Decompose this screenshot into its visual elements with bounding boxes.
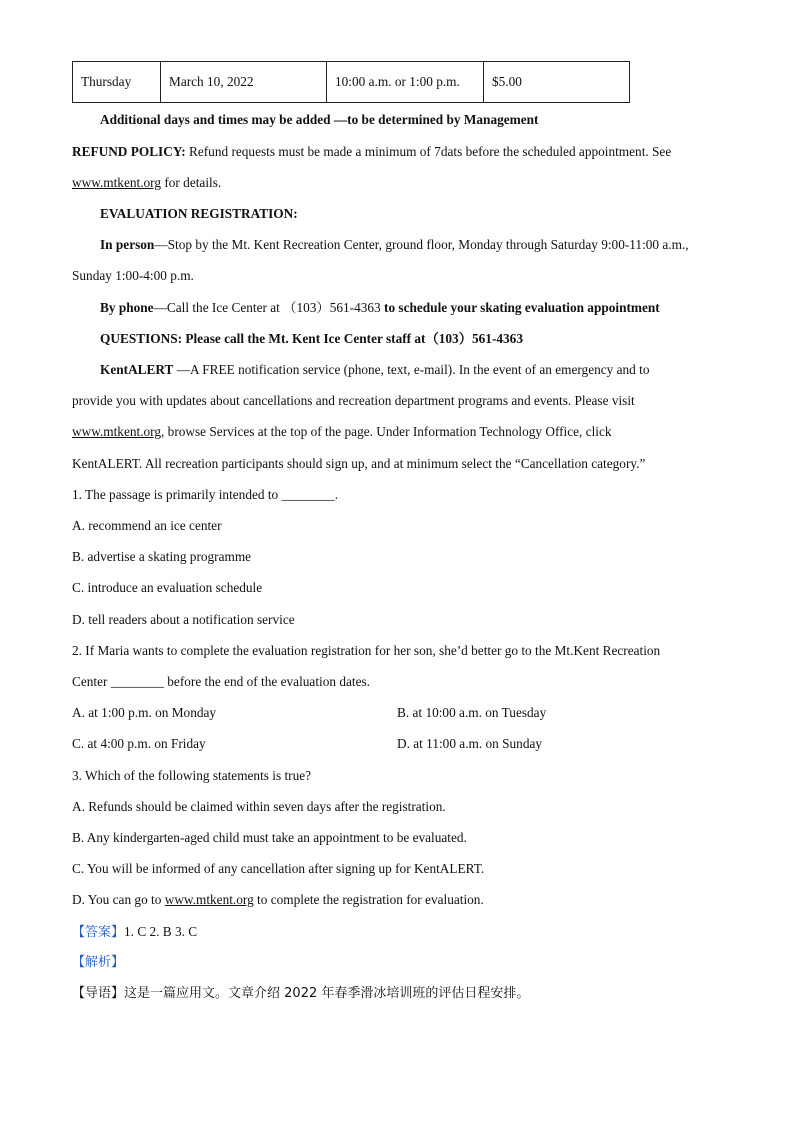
fee-cell: $5.00 — [484, 62, 630, 103]
guide-text: 这是一篇应用文。文章介绍 2022 年春季滑冰培训班的评估日程安排。 — [124, 986, 530, 1001]
kentalert-line1 — [100, 361, 650, 379]
kentalert-line4: KentALERT. All recreation participants should sign up, and at minimum select the “Cancellation category.” — [72, 456, 646, 471]
refund-label: REFUND POLICY: — [72, 144, 186, 159]
q2-option-a: A. at 1:00 p.m. on Monday — [72, 705, 217, 720]
answer-line — [72, 923, 197, 942]
q3-stem: 3. Which of the following statements is true? — [72, 768, 312, 783]
q1-stem: 1. The passage is primarily intended to ________. — [72, 487, 339, 502]
kentalert-label: KentALERT — [100, 362, 174, 377]
by-phone-text: —Call the Ice Center at （103）561-4363 — [153, 300, 385, 315]
q1-option-b: B. advertise a skating programme — [72, 549, 252, 564]
schedule-table — [72, 61, 630, 103]
refund-link[interactable]: www.mtkent.org — [72, 175, 162, 190]
by-phone-bold-tail: to schedule your skating evaluation appointment — [384, 300, 660, 315]
refund-policy-line2 — [72, 174, 221, 192]
q1-option-d: D. tell readers about a notification service — [72, 612, 295, 627]
in-person-text: —Stop by the Mt. Kent Recreation Center, ground floor, Monday through Saturday 9:00-11:00 a.m., — [154, 237, 689, 252]
table-row — [73, 62, 630, 103]
q3-option-c: C. You will be informed of any cancellation after signing up for KentALERT. — [72, 861, 485, 876]
by-phone-line — [100, 299, 660, 317]
answer-label: 【答案】 — [72, 925, 125, 940]
in-person-line2: Sunday 1:00-4:00 p.m. — [72, 268, 194, 283]
guide-line — [72, 985, 529, 1003]
refund-text2: for details. — [161, 175, 222, 190]
time-cell: 10:00 a.m. or 1:00 p.m. — [327, 62, 484, 103]
notice-text: Additional days and times may be added —to be determined by Management — [100, 112, 539, 127]
answer-text: 1. C 2. B 3. C — [124, 924, 198, 939]
registration-heading: EVALUATION REGISTRATION: — [100, 206, 298, 221]
questions-line: QUESTIONS: Please call the Mt. Kent Ice Center staff at（103）561-4363 — [100, 331, 523, 346]
guide-label: 【导语】 — [72, 986, 125, 1001]
q1-option-c: C. introduce an evaluation schedule — [72, 580, 263, 595]
kentalert-link[interactable]: www.mtkent.org — [72, 424, 162, 439]
q3-option-a: A. Refunds should be claimed within seven days after the registration. — [72, 799, 446, 814]
analysis-label: 【解析】 — [72, 955, 125, 970]
kentalert-line3 — [72, 423, 612, 441]
q3-option-d-pre: D. You can go to — [72, 892, 165, 907]
in-person-line — [100, 236, 689, 254]
kentalert-line3-tail: , browse Services at the top of the page. Under Information Technology Office, click — [161, 424, 612, 439]
q3-option-d — [72, 891, 484, 909]
q2-stem-line2: Center ________ before the end of the evaluation dates. — [72, 674, 370, 689]
by-phone-label: By phone — [100, 300, 154, 315]
q2-option-d: D. at 11:00 a.m. on Sunday — [397, 736, 543, 751]
q3-option-b: B. Any kindergarten-aged child must take an appointment to be evaluated. — [72, 830, 467, 845]
q2-option-b: B. at 10:00 a.m. on Tuesday — [397, 705, 547, 720]
refund-text: Refund requests must be made a minimum of 7dats before the scheduled appointment. See — [185, 144, 672, 159]
kentalert-text: —A FREE notification service (phone, text, e-mail). In the event of an emergency and to — [173, 362, 650, 377]
q3-option-d-link[interactable]: www.mtkent.org — [164, 892, 254, 907]
day-cell: Thursday — [73, 62, 161, 103]
q1-option-a: A. recommend an ice center — [72, 518, 222, 533]
q2-option-c: C. at 4:00 p.m. on Friday — [72, 736, 206, 751]
in-person-label: In person — [100, 237, 155, 252]
refund-policy — [72, 143, 671, 161]
q2-stem-line1: 2. If Maria wants to complete the evaluation registration for her son, she’d better go to the Mt.Kent Recreation — [72, 643, 661, 658]
kentalert-line2: provide you with updates about cancellations and recreation department programs and events. Please visit — [72, 393, 635, 408]
date-cell: March 10, 2022 — [161, 62, 327, 103]
q3-option-d-post: to complete the registration for evaluation. — [253, 892, 484, 907]
